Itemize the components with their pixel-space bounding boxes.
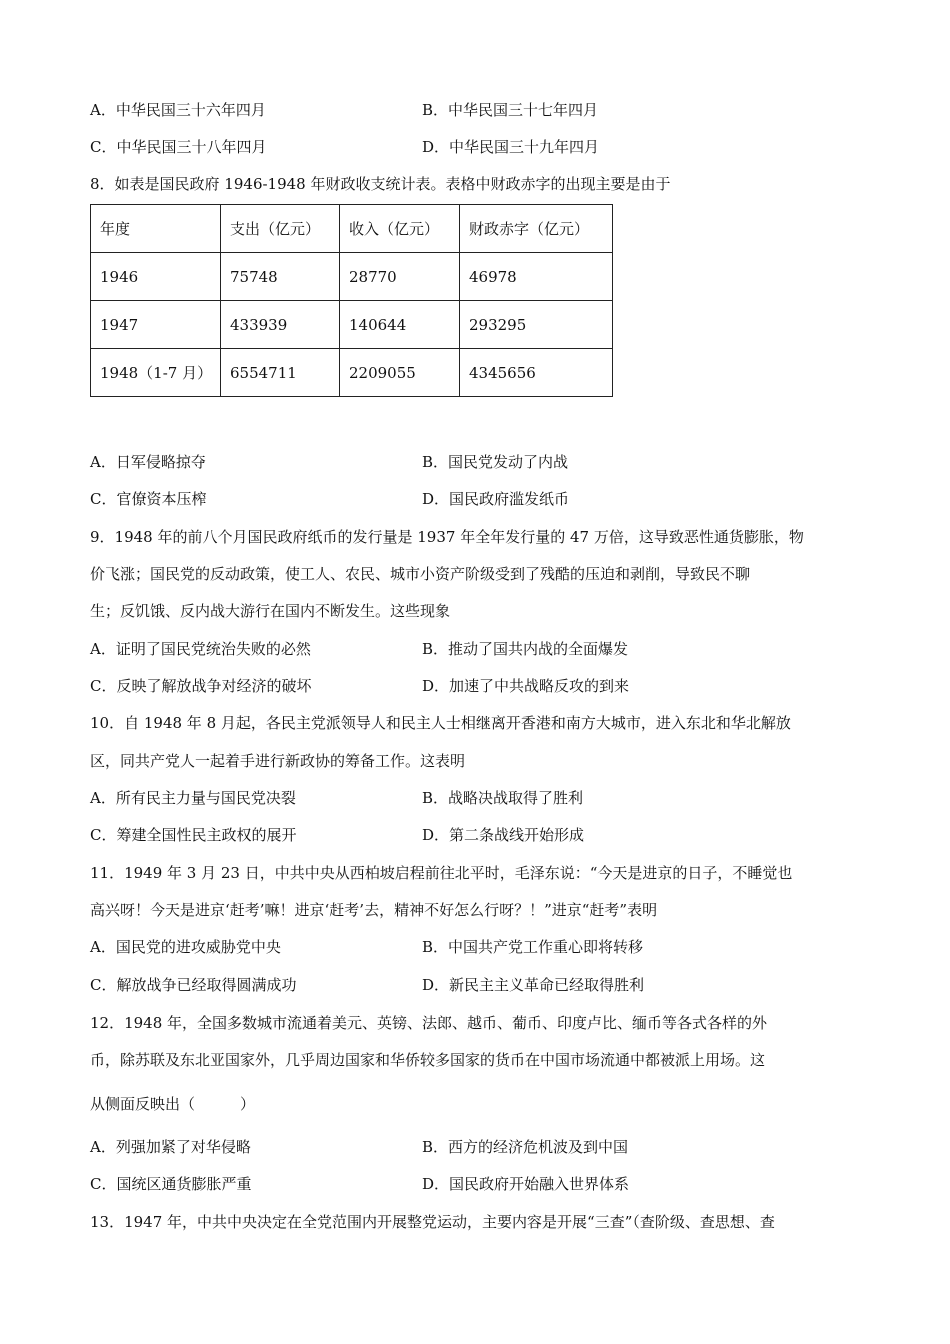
q11-option-d[interactable]: D．新民主主义革命已经取得胜利 [422, 976, 645, 994]
q9-stem-line: 生；反饥饿、反内战大游行在国内不断发生。这些现象 [90, 602, 451, 620]
q9-option-d[interactable]: D．加速了中共战略反攻的到来 [422, 677, 630, 695]
table-cell: 1947 [91, 301, 221, 349]
table-header-cell: 支出（亿元） [221, 205, 340, 253]
q12-stem-line: 币，除苏联及东北亚国家外，几乎周边国家和华侨较多国家的货币在中国市场流通中都被派上用场。这 [90, 1051, 766, 1069]
q10-stem-line: 区，同共产党人一起着手进行新政协的筹备工作。这表明 [90, 752, 466, 770]
q9-stem-line: 价飞涨；国民党的反动政策，使工人、农民、城市小资产阶级受到了残酷的压迫和剥削，导致民不聊 [90, 565, 751, 583]
table-header-row [91, 205, 613, 253]
q8-option-c[interactable]: C．官僚资本压榨 [90, 490, 207, 508]
q9-option-a[interactable]: A．证明了国民党统治失败的必然 [90, 640, 311, 658]
q9-option-b[interactable]: B．推动了国共内战的全面爆发 [422, 640, 629, 658]
q11-option-b[interactable]: B．中国共产党工作重心即将转移 [422, 938, 644, 956]
q13-stem-line: 13．1947 年，中共中央决定在全党范围内开展整党运动，主要内容是开展“三查”（查阶级、查思想、查 [90, 1213, 775, 1231]
table-cell: 6554711 [221, 349, 340, 397]
table-cell: 2209055 [340, 349, 460, 397]
table-header-cell: 收入（亿元） [340, 205, 460, 253]
q7-option-c[interactable]: C．中华民国三十八年四月 [90, 138, 267, 156]
finance-table [90, 204, 613, 397]
q10-option-a[interactable]: A．所有民主力量与国民党决裂 [90, 789, 296, 807]
q11-option-c[interactable]: C．解放战争已经取得圆满成功 [90, 976, 297, 994]
table-cell: 1946 [91, 253, 221, 301]
q9-option-c[interactable]: C．反映了解放战争对经济的破坏 [90, 677, 312, 695]
table-cell: 433939 [221, 301, 340, 349]
q8-stem: 8．如表是国民政府 1946-1948 年财政收支统计表。表格中财政赤字的出现主要是由于 [90, 175, 671, 193]
q8-option-a[interactable]: A．日军侵略掠夺 [90, 453, 206, 471]
table-cell: 140644 [340, 301, 460, 349]
q10-option-d[interactable]: D．第二条战线开始形成 [422, 826, 585, 844]
q11-stem-line: 11．1949 年 3 月 23 日，中共中央从西柏坡启程前往北平时，毛泽东说：“今天是进京的日子，不睡觉也 [90, 864, 793, 882]
table-cell: 4345656 [460, 349, 613, 397]
table-cell: 1948（1-7 月） [91, 349, 221, 397]
q7-option-b[interactable]: B．中华民国三十七年四月 [422, 101, 599, 119]
q9-stem-line: 9．1948 年的前八个月国民政府纸币的发行量是 1937 年全年发行量的 47 万倍，这导致恶性通货膨胀，物 [90, 528, 804, 546]
q12-stem-line: 12．1948 年，全国多数城市流通着美元、英镑、法郎、越币、葡币、印度卢比、缅币等各式各样的外 [90, 1014, 768, 1032]
table-header-cell: 财政赤字（亿元） [460, 205, 613, 253]
table-cell: 28770 [340, 253, 460, 301]
table-row [91, 301, 613, 349]
q8-option-d[interactable]: D．国民政府滥发纸币 [422, 490, 570, 508]
q10-option-b[interactable]: B．战略决战取得了胜利 [422, 789, 584, 807]
table-cell: 46978 [460, 253, 613, 301]
q12-option-a[interactable]: A．列强加紧了对华侵略 [90, 1138, 251, 1156]
q12-option-c[interactable]: C．国统区通货膨胀严重 [90, 1175, 252, 1193]
table-cell: 75748 [221, 253, 340, 301]
table-row [91, 349, 613, 397]
q7-option-a[interactable]: A．中华民国三十六年四月 [90, 101, 266, 119]
q12-option-b[interactable]: B．西方的经济危机波及到中国 [422, 1138, 629, 1156]
q10-option-c[interactable]: C．筹建全国性民主政权的展开 [90, 826, 297, 844]
q8-option-b[interactable]: B．国民党发动了内战 [422, 453, 569, 471]
q11-option-a[interactable]: A．国民党的进攻威胁党中央 [90, 938, 281, 956]
table-header-cell: 年度 [91, 205, 221, 253]
q11-stem-line: 高兴呀！今天是进京‘赶考’嘛！进京‘赶考’去，精神不好怎么行呀？！”进京“赶考”表明 [90, 901, 658, 919]
q12-stem-line: 从侧面反映出（ ） [90, 1095, 256, 1113]
table-row [91, 253, 613, 301]
q7-option-d[interactable]: D．中华民国三十九年四月 [422, 138, 600, 156]
table-cell: 293295 [460, 301, 613, 349]
q10-stem-line: 10．自 1948 年 8 月起，各民主党派领导人和民主人士相继离开香港和南方大城市，进入东北和华北解放 [90, 714, 791, 732]
q12-option-d[interactable]: D．国民政府开始融入世界体系 [422, 1175, 630, 1193]
